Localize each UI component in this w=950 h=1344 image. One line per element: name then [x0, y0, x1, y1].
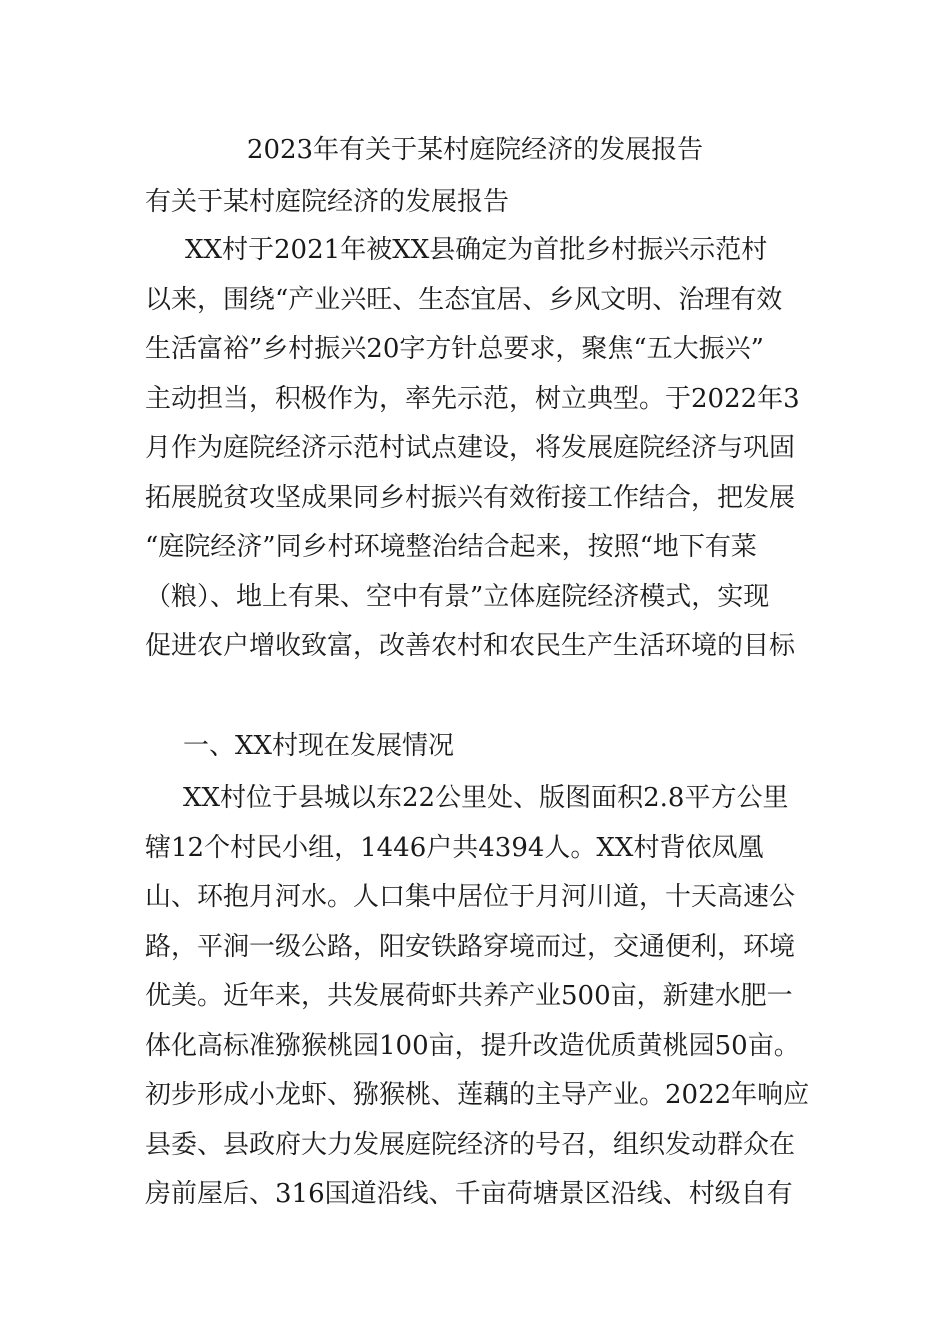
paragraph-line: 主动担当，积极作为，率先示范，树立典型。于2022年3	[145, 383, 800, 414]
paragraph-line: 月作为庭院经济示范村试点建设，将发展庭院经济与巩固	[145, 433, 796, 463]
paragraph-line: 生活富裕”乡村振兴20字方针总要求，聚焦“五大振兴”	[145, 334, 764, 364]
paragraph-line: 促进农户增收致富，改善农村和农民生产生活环境的目标	[145, 631, 796, 661]
document-title: 2023年有关于某村庭院经济的发展报告	[246, 135, 704, 165]
paragraph-line: 辖12个村民小组，1446户共4394人。XX村背依凤凰	[145, 832, 764, 863]
paragraph-line: 体化高标准猕猴桃园100亩，提升改造优质黄桃园50亩。	[145, 1030, 800, 1061]
paragraph-line: 初步形成小龙虾、猕猴桃、莲藕的主导产业。2022年响应	[145, 1080, 810, 1110]
paragraph-line: 山、环抱月河水。人口集中居位于月河川道，十天高速公	[145, 882, 796, 912]
paragraph-line: 房前屋后、316国道沿线、千亩荷塘景区沿线、村级自有	[145, 1179, 793, 1209]
paragraph-line: 拓展脱贫攻坚成果同乡村振兴有效衔接工作结合，把发展	[145, 482, 796, 513]
paragraph-line: “庭院经济”同乡村环境整治结合起来，按照“地下有菜	[145, 532, 757, 562]
paragraph-line: 路，平涧一级公路，阳安铁路穿境而过，交通便利，环境	[145, 931, 796, 962]
paragraph-line: XX村于2021年被XX县确定为首批乡村振兴示范村	[185, 235, 768, 265]
document-subtitle: 有关于某村庭院经济的发展报告	[145, 187, 510, 217]
paragraph-line: XX村位于县城以东22公里处、版图面积2.8平方公里	[183, 783, 789, 813]
paragraph-intro	[145, 226, 845, 672]
section-heading: 一、XX村现在发展情况	[183, 731, 455, 761]
paragraph-line: 优美。近年来，共发展荷虾共养产业500亩，新建水肥一	[145, 981, 793, 1011]
section-heading-block	[145, 722, 845, 772]
paragraph-line: 以来，围绕“产业兴旺、生态宜居、乡风文明、治理有效	[145, 284, 783, 315]
paragraph-development	[145, 774, 845, 1220]
paragraph-line: （粮）、地上有果、空中有景”立体庭院经济模式，实现	[145, 581, 770, 612]
paragraph-line: 县委、县政府大力发展庭院经济的号召，组织发动群众在	[145, 1129, 796, 1160]
